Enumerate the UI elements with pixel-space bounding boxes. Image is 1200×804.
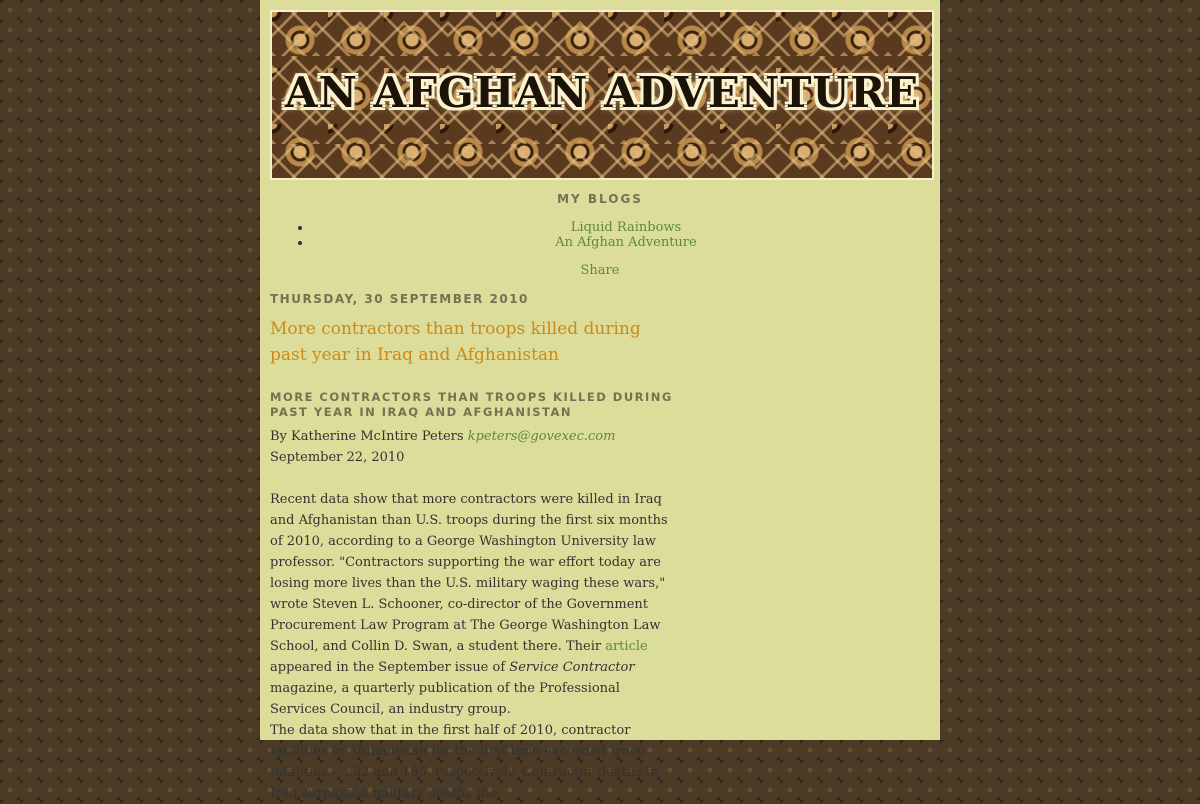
blog-header-banner[interactable] bbox=[270, 10, 934, 180]
my-blogs-widget bbox=[260, 192, 940, 278]
list-item bbox=[312, 220, 940, 235]
share-link[interactable]: Share bbox=[580, 263, 620, 278]
byline bbox=[270, 426, 680, 468]
paragraph-gap bbox=[270, 468, 680, 489]
paragraph-text: magazine, a quarterly publication of the Professional Services Council, an industry group. bbox=[270, 681, 620, 717]
post-paragraph bbox=[270, 489, 680, 720]
blog-title: AN AFGHAN ADVENTURE bbox=[284, 68, 920, 117]
post-title[interactable]: More contractors than troops killed during past year in Iraq and Afghanistan bbox=[270, 319, 641, 365]
post-body bbox=[270, 426, 680, 804]
publication-name: Service Contractor bbox=[509, 660, 635, 675]
blog-link-an-afghan-adventure[interactable]: An Afghan Adventure bbox=[555, 235, 697, 250]
paragraph-text: Recent data show that more contractors were killed in Iraq and Afghanistan than U.S. troops during the first six months of 2010, according to a George Washington University law professor. "Contractors supporting the war effort today are losing more lives than the U.S. military waging these wars," wrote Steven L. Schooner, co-director of the Government Procurement Law Program at The George Washington Law School, and Collin D. Swan, a student there. Their bbox=[270, 492, 668, 654]
blog-post bbox=[270, 292, 680, 804]
list-item bbox=[312, 235, 940, 250]
blog-list bbox=[260, 220, 940, 250]
widget-title: MY BLOGS bbox=[557, 192, 643, 206]
post-subheading: MORE CONTRACTORS THAN TROOPS KILLED DURING PAST YEAR IN IRAQ AND AFGHANISTAN bbox=[270, 390, 673, 419]
byline-author: By Katherine McIntire Peters bbox=[270, 429, 464, 444]
blog-container bbox=[260, 0, 940, 801]
byline-date: September 22, 2010 bbox=[270, 450, 405, 465]
author-email-link[interactable]: kpeters@govexec.com bbox=[467, 429, 616, 444]
blog-link-liquid-rainbows[interactable]: Liquid Rainbows bbox=[570, 220, 682, 235]
paragraph-text: appeared in the September issue of bbox=[270, 660, 506, 675]
post-date: THURSDAY, 30 SEPTEMBER 2010 bbox=[270, 292, 529, 306]
post-paragraph: The data show that in the first half of 2010, contractor fatalities in Afghanistan for the first time exceeded troop fatalities -- 232 and 195, respectively. Contractor deaths in Iraq surpassed military deaths the bbox=[270, 723, 659, 801]
article-link[interactable]: article bbox=[605, 639, 648, 654]
